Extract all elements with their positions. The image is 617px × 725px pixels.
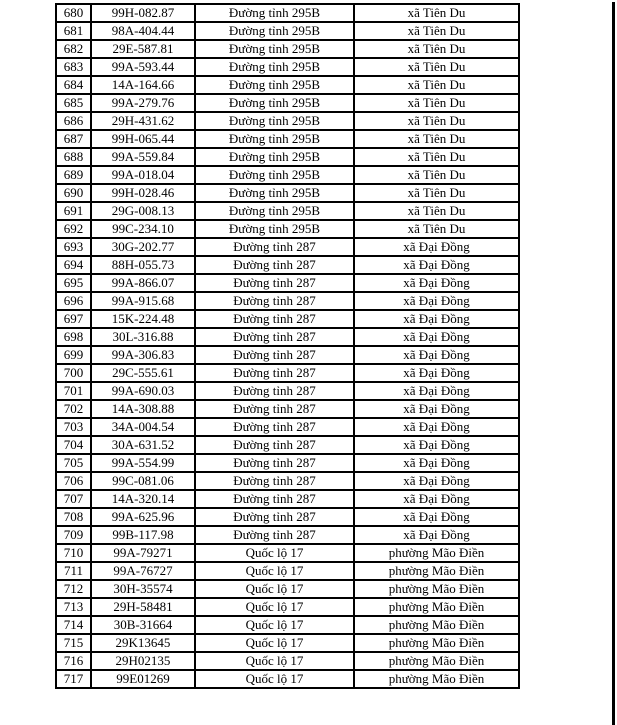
road-cell: Đường tỉnh 295B [195,202,354,220]
plate-cell: 99A-279.76 [91,94,195,112]
plate-cell: 99A-306.83 [91,346,195,364]
ward-cell: xã Tiên Du [354,184,519,202]
ward-cell: xã Đại Đồng [354,238,519,256]
road-cell: Đường tỉnh 295B [195,184,354,202]
ward-cell: phường Mão Điền [354,670,519,688]
row-number-cell: 683 [56,58,91,76]
row-number-cell: 693 [56,238,91,256]
road-cell: Đường tỉnh 295B [195,58,354,76]
ward-cell: phường Mão Điền [354,580,519,598]
row-number-cell: 703 [56,418,91,436]
plate-cell: 29C-555.61 [91,364,195,382]
row-number-cell: 708 [56,508,91,526]
road-cell: Đường tỉnh 287 [195,292,354,310]
plate-cell: 99A-559.84 [91,148,195,166]
table-row [56,184,519,202]
table-row [56,634,519,652]
row-number-cell: 705 [56,454,91,472]
plate-cell: 99A-554.99 [91,454,195,472]
row-number-cell: 715 [56,634,91,652]
road-cell: Đường tỉnh 287 [195,400,354,418]
plate-cell: 30H-35574 [91,580,195,598]
table-row [56,490,519,508]
row-number-cell: 699 [56,346,91,364]
row-number-cell: 697 [56,310,91,328]
road-cell: Quốc lộ 17 [195,598,354,616]
table-row [56,22,519,40]
table-row [56,148,519,166]
table-row [56,562,519,580]
table-row [56,58,519,76]
table-row [56,544,519,562]
table-row [56,310,519,328]
ward-cell: xã Tiên Du [354,130,519,148]
row-number-cell: 686 [56,112,91,130]
table-row [56,112,519,130]
table-row [56,202,519,220]
plate-cell: 99E01269 [91,670,195,688]
table-row [56,130,519,148]
row-number-cell: 709 [56,526,91,544]
road-cell: Quốc lộ 17 [195,580,354,598]
ward-cell: phường Mão Điền [354,634,519,652]
road-cell: Quốc lộ 17 [195,616,354,634]
table-row [56,238,519,256]
table-row [56,400,519,418]
table-row [56,598,519,616]
row-number-cell: 690 [56,184,91,202]
road-cell: Đường tỉnh 287 [195,526,354,544]
road-cell: Đường tỉnh 287 [195,328,354,346]
road-cell: Đường tỉnh 295B [195,130,354,148]
plate-cell: 99A-625.96 [91,508,195,526]
ward-cell: phường Mão Điền [354,616,519,634]
document-page [55,3,520,689]
plate-cell: 99C-081.06 [91,472,195,490]
road-cell: Đường tỉnh 295B [195,76,354,94]
ward-cell: phường Mão Điền [354,652,519,670]
row-number-cell: 706 [56,472,91,490]
road-cell: Quốc lộ 17 [195,652,354,670]
ward-cell: xã Đại Đồng [354,472,519,490]
plate-cell: 99H-028.46 [91,184,195,202]
ward-cell: xã Đại Đồng [354,346,519,364]
plate-cell: 30A-631.52 [91,436,195,454]
row-number-cell: 695 [56,274,91,292]
road-cell: Đường tỉnh 295B [195,220,354,238]
vehicle-plate-table [55,3,520,689]
row-number-cell: 681 [56,22,91,40]
row-number-cell: 691 [56,202,91,220]
row-number-cell: 704 [56,436,91,454]
plate-cell: 99H-082.87 [91,4,195,22]
table-row [56,76,519,94]
ward-cell: xã Tiên Du [354,148,519,166]
row-number-cell: 682 [56,40,91,58]
row-number-cell: 714 [56,616,91,634]
ward-cell: xã Đại Đồng [354,454,519,472]
ward-cell: xã Đại Đồng [354,436,519,454]
ward-cell: xã Đại Đồng [354,274,519,292]
row-number-cell: 692 [56,220,91,238]
row-number-cell: 688 [56,148,91,166]
page-edge-line [612,2,615,725]
plate-cell: 99B-117.98 [91,526,195,544]
ward-cell: xã Tiên Du [354,112,519,130]
ward-cell: xã Đại Đồng [354,256,519,274]
table-row [56,94,519,112]
plate-cell: 99A-79271 [91,544,195,562]
plate-cell: 99A-915.68 [91,292,195,310]
table-row [56,166,519,184]
ward-cell: xã Tiên Du [354,76,519,94]
row-number-cell: 696 [56,292,91,310]
table-row [56,418,519,436]
road-cell: Đường tỉnh 295B [195,94,354,112]
row-number-cell: 716 [56,652,91,670]
plate-cell: 99A-76727 [91,562,195,580]
road-cell: Đường tỉnh 295B [195,166,354,184]
ward-cell: xã Đại Đồng [354,490,519,508]
road-cell: Đường tỉnh 287 [195,256,354,274]
ward-cell: xã Tiên Du [354,22,519,40]
plate-cell: 99A-866.07 [91,274,195,292]
table-row [56,328,519,346]
ward-cell: xã Đại Đồng [354,310,519,328]
row-number-cell: 694 [56,256,91,274]
plate-cell: 99H-065.44 [91,130,195,148]
table-row [56,292,519,310]
table-row [56,382,519,400]
road-cell: Đường tỉnh 287 [195,454,354,472]
row-number-cell: 689 [56,166,91,184]
road-cell: Quốc lộ 17 [195,670,354,688]
ward-cell: phường Mão Điền [354,562,519,580]
row-number-cell: 685 [56,94,91,112]
road-cell: Đường tỉnh 287 [195,436,354,454]
road-cell: Đường tỉnh 287 [195,472,354,490]
ward-cell: phường Mão Điền [354,598,519,616]
row-number-cell: 710 [56,544,91,562]
plate-cell: 30B-31664 [91,616,195,634]
road-cell: Đường tỉnh 287 [195,310,354,328]
road-cell: Đường tỉnh 287 [195,238,354,256]
ward-cell: xã Đại Đồng [354,364,519,382]
road-cell: Đường tỉnh 287 [195,346,354,364]
road-cell: Quốc lộ 17 [195,562,354,580]
ward-cell: xã Tiên Du [354,166,519,184]
ward-cell: xã Đại Đồng [354,382,519,400]
ward-cell: phường Mão Điền [354,544,519,562]
ward-cell: xã Tiên Du [354,94,519,112]
row-number-cell: 680 [56,4,91,22]
plate-cell: 29H-58481 [91,598,195,616]
plate-cell: 29K13645 [91,634,195,652]
plate-cell: 15K-224.48 [91,310,195,328]
table-row [56,454,519,472]
table-row [56,508,519,526]
road-cell: Đường tỉnh 295B [195,22,354,40]
ward-cell: xã Tiên Du [354,40,519,58]
road-cell: Quốc lộ 17 [195,544,354,562]
plate-cell: 34A-004.54 [91,418,195,436]
road-cell: Đường tỉnh 295B [195,4,354,22]
ward-cell: xã Đại Đồng [354,508,519,526]
row-number-cell: 698 [56,328,91,346]
plate-cell: 98A-404.44 [91,22,195,40]
ward-cell: xã Đại Đồng [354,400,519,418]
row-number-cell: 717 [56,670,91,688]
row-number-cell: 713 [56,598,91,616]
ward-cell: xã Đại Đồng [354,418,519,436]
plate-cell: 99A-690.03 [91,382,195,400]
row-number-cell: 700 [56,364,91,382]
road-cell: Đường tỉnh 295B [195,40,354,58]
road-cell: Đường tỉnh 287 [195,418,354,436]
plate-cell: 30G-202.77 [91,238,195,256]
row-number-cell: 712 [56,580,91,598]
row-number-cell: 687 [56,130,91,148]
ward-cell: xã Đại Đồng [354,328,519,346]
plate-cell: 99C-234.10 [91,220,195,238]
plate-cell: 29H-431.62 [91,112,195,130]
road-cell: Quốc lộ 17 [195,634,354,652]
road-cell: Đường tỉnh 287 [195,490,354,508]
ward-cell: xã Tiên Du [354,58,519,76]
table-row [56,4,519,22]
table-row [56,472,519,490]
row-number-cell: 684 [56,76,91,94]
plate-cell: 29G-008.13 [91,202,195,220]
row-number-cell: 711 [56,562,91,580]
table-row [56,40,519,58]
vehicle-table-body [56,4,519,688]
road-cell: Đường tỉnh 295B [195,112,354,130]
ward-cell: xã Tiên Du [354,4,519,22]
table-row [56,274,519,292]
plate-cell: 14A-308.88 [91,400,195,418]
road-cell: Đường tỉnh 287 [195,508,354,526]
table-row [56,580,519,598]
table-row [56,670,519,688]
plate-cell: 29H02135 [91,652,195,670]
row-number-cell: 701 [56,382,91,400]
plate-cell: 14A-164.66 [91,76,195,94]
road-cell: Đường tỉnh 295B [195,148,354,166]
ward-cell: xã Đại Đồng [354,292,519,310]
plate-cell: 88H-055.73 [91,256,195,274]
road-cell: Đường tỉnh 287 [195,274,354,292]
road-cell: Đường tỉnh 287 [195,382,354,400]
table-row [56,616,519,634]
ward-cell: xã Tiên Du [354,220,519,238]
ward-cell: xã Đại Đồng [354,526,519,544]
plate-cell: 99A-593.44 [91,58,195,76]
plate-cell: 30L-316.88 [91,328,195,346]
table-row [56,256,519,274]
table-row [56,346,519,364]
row-number-cell: 702 [56,400,91,418]
plate-cell: 14A-320.14 [91,490,195,508]
plate-cell: 99A-018.04 [91,166,195,184]
table-row [56,436,519,454]
table-row [56,364,519,382]
table-row [56,220,519,238]
road-cell: Đường tỉnh 287 [195,364,354,382]
table-row [56,526,519,544]
plate-cell: 29E-587.81 [91,40,195,58]
table-row [56,652,519,670]
ward-cell: xã Tiên Du [354,202,519,220]
row-number-cell: 707 [56,490,91,508]
